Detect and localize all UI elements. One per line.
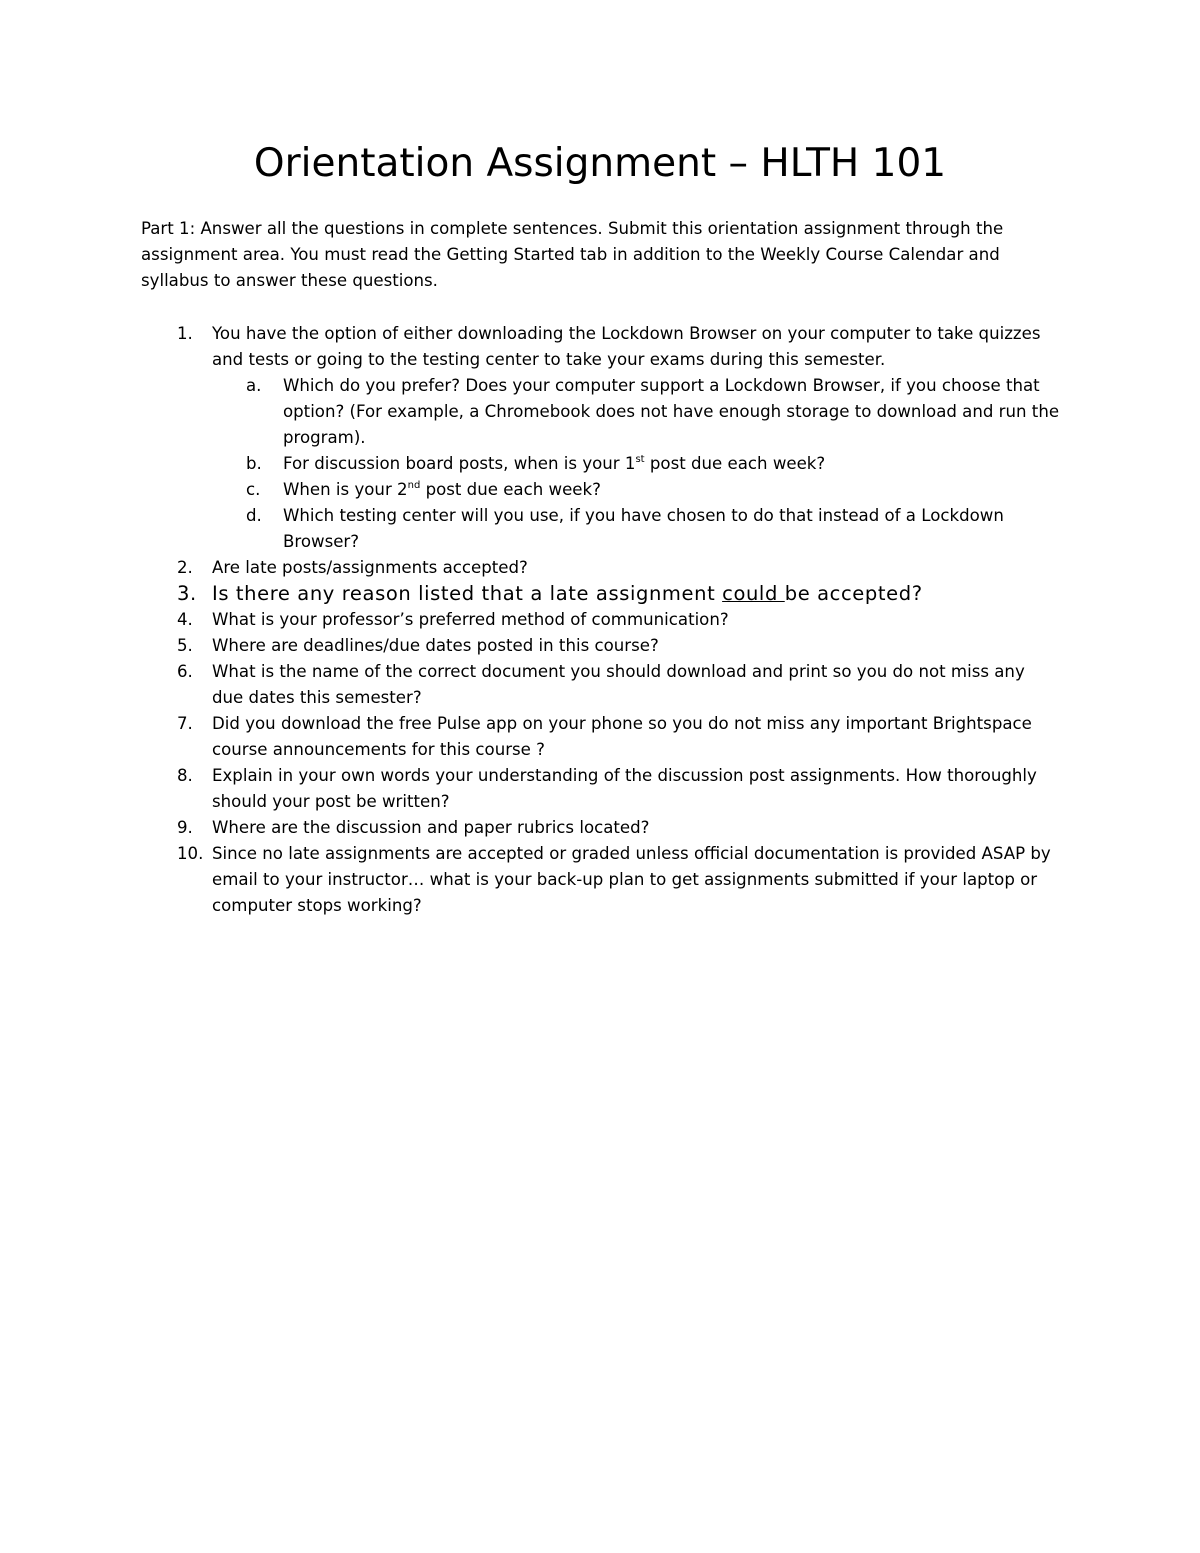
question-text-start: Is there any reason listed that a late assignment <box>212 582 723 605</box>
question-number: 5. <box>177 636 193 655</box>
question-text: Did you download the free Pulse app on your phone so you do not miss any important Brightspace course announcements for this course ? <box>212 714 1032 759</box>
question-list <box>141 321 1061 919</box>
ordinal-superscript: nd <box>407 480 421 491</box>
sub-question-text-start: For discussion board posts, when is your 1 <box>283 454 636 473</box>
question-number: 4. <box>177 610 193 629</box>
question-number: 3. <box>177 582 197 605</box>
sub-question-item <box>212 503 1061 555</box>
question-number: 7. <box>177 714 193 733</box>
question-item <box>141 321 1061 555</box>
sub-question-text-end: post due each week? <box>644 454 826 473</box>
question-number: 8. <box>177 766 193 785</box>
question-item <box>141 659 1061 711</box>
question-number: 2. <box>177 558 193 577</box>
question-item <box>141 841 1061 919</box>
sub-question-item <box>212 373 1061 451</box>
question-item <box>141 581 1061 607</box>
sub-question-item <box>212 451 1061 477</box>
sub-question-list <box>212 373 1061 555</box>
question-text: Where are the discussion and paper rubrics located? <box>212 818 650 837</box>
question-item <box>141 633 1061 659</box>
question-number: 6. <box>177 662 193 681</box>
question-text: Where are deadlines/due dates posted in this course? <box>212 636 659 655</box>
sub-question-letter: a. <box>246 376 262 395</box>
ordinal-superscript: st <box>635 454 645 465</box>
question-item <box>141 815 1061 841</box>
question-text: What is the name of the correct document you should download and print so you do not miss any due dates this semester? <box>212 662 1025 707</box>
question-text: You have the option of either downloading the Lockdown Browser on your computer to take quizzes and tests or going to the testing center to take your exams during this semester. <box>212 324 1041 369</box>
question-item <box>141 555 1061 581</box>
sub-question-item <box>212 477 1061 503</box>
question-item <box>141 711 1061 763</box>
underlined-word: could <box>722 582 785 605</box>
question-number: 9. <box>177 818 193 837</box>
document-title: Orientation Assignment – HLTH 101 <box>253 141 947 186</box>
sub-question-letter: b. <box>246 454 262 473</box>
sub-question-letter: d. <box>246 506 262 525</box>
question-item <box>141 607 1061 633</box>
question-text-end: be accepted? <box>784 582 923 605</box>
question-number: 10. <box>177 844 204 863</box>
sub-question-text: Which do you prefer? Does your computer support a Lockdown Browser, if you choose that option? (For example, a Chromebook does not have enough storage to download and run the program). <box>283 376 1060 447</box>
sub-question-letter: c. <box>246 480 261 499</box>
sub-question-text: Which testing center will you use, if you have chosen to do that instead of a Lockdown Browser? <box>283 506 1004 551</box>
sub-question-text-end: post due each week? <box>420 480 601 499</box>
intro-paragraph: Part 1: Answer all the questions in complete sentences. Submit this orientation assignment through the assignment area. You must read the Getting Started tab in addition to the Weekly Course Calendar and syllabus to answer these questions. <box>141 219 1004 290</box>
question-text: Since no late assignments are accepted or graded unless official documentation is provided ASAP by email to your instructor… what is your back-up plan to get assignments submitted if your laptop or computer stops working? <box>212 844 1051 915</box>
sub-question-text-start: When is your 2 <box>283 480 408 499</box>
question-text: Explain in your own words your understanding of the discussion post assignments. How thoroughly should your post be written? <box>212 766 1037 811</box>
question-text: Are late posts/assignments accepted? <box>212 558 528 577</box>
question-text: What is your professor’s preferred method of communication? <box>212 610 729 629</box>
question-item <box>141 763 1061 815</box>
question-number: 1. <box>177 324 193 343</box>
